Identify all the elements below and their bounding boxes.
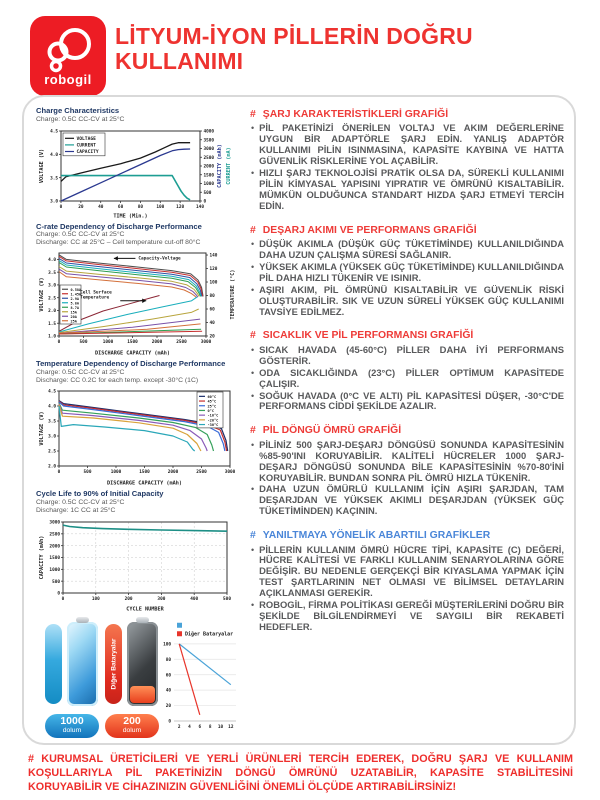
svg-text:CYCLE NUMBER: CYCLE NUMBER bbox=[126, 606, 164, 613]
bullet-item bbox=[251, 391, 564, 413]
svg-text:VOLTAGE (V): VOLTAGE (V) bbox=[39, 148, 45, 183]
bullet-text: AŞIRI AKIM, PİL ÖMRÜNÜ KISALTABİLİR VE GÜVENLİK RİSKİ OLUŞTURABİLİR. SIK VE UZUN SÜRELİ YÜKSEK GÜÇ KULLANIMI TAVSİYE EDİLMEZ. bbox=[259, 283, 564, 317]
bullet-item bbox=[251, 168, 564, 212]
svg-text:2.5: 2.5 bbox=[48, 449, 56, 455]
svg-text:0: 0 bbox=[203, 199, 207, 205]
good-battery-pill bbox=[45, 714, 99, 738]
svg-text:TIME (Min.): TIME (Min.) bbox=[113, 213, 148, 220]
svg-text:1.45A: 1.45A bbox=[70, 292, 82, 297]
other-batteries-label: Diğer Bataryalar bbox=[110, 638, 117, 690]
svg-text:4.5: 4.5 bbox=[50, 129, 58, 135]
chart-subtitle: Charge: 0.5C CC-CV at 25°C bbox=[36, 498, 125, 506]
good-cycle-unit: dolum bbox=[62, 726, 82, 734]
bad-battery-pill bbox=[105, 714, 159, 738]
section-1 bbox=[250, 225, 564, 318]
charge-characteristics-chart-block bbox=[36, 107, 242, 220]
bullet-marker: • bbox=[251, 284, 255, 295]
svg-text:2.0: 2.0 bbox=[48, 309, 56, 315]
svg-text:300: 300 bbox=[157, 596, 166, 602]
bullet-text: ROBOGİL, FİRMA POLİTİKASI GEREĞİ MÜŞTERİLERİNİ DOĞRU BİR ŞEKİLDE BİLGİLENDİRMEYİ VE SAYGILI BİR REKABETİ HEDEFLER. bbox=[259, 599, 564, 632]
bullet-text: SOĞUK HAVADA (0°C VE ALTI) PİL KAPASİTESİ DÜŞER, -30°C'DE PERFORMANS CİDDİ ŞEKİLDE AZALIR. bbox=[259, 389, 564, 412]
bullet-marker: • bbox=[251, 168, 255, 179]
svg-text:TEMPERATURE (°C): TEMPERATURE (°C) bbox=[230, 269, 236, 320]
svg-text:2000: 2000 bbox=[49, 544, 60, 550]
bullet-item bbox=[251, 239, 564, 261]
svg-text:500: 500 bbox=[83, 470, 92, 476]
section-heading-label: DEŞARJ AKIMI VE PERFORMANS GRAFİĞİ bbox=[262, 224, 477, 236]
svg-text:2500: 2500 bbox=[196, 470, 207, 476]
chart-subtitle: Charge: 0.5C CC-CV at 25°C bbox=[36, 369, 125, 377]
svg-text:0: 0 bbox=[57, 470, 61, 476]
content-card bbox=[22, 95, 576, 745]
svg-text:4000: 4000 bbox=[203, 129, 215, 135]
bullet-marker: • bbox=[251, 484, 255, 495]
svg-text:25A: 25A bbox=[70, 319, 77, 324]
bad-battery-icon bbox=[127, 622, 158, 706]
svg-text:2500: 2500 bbox=[49, 532, 60, 538]
chart-subtitle: Charge: 0.5C CC-CV at 25°C bbox=[36, 231, 125, 239]
hash-icon: # bbox=[250, 425, 256, 437]
bullet-list bbox=[251, 440, 564, 517]
bullet-text: YÜKSEK AKIMLA (YÜKSEK GÜÇ TÜKETİMİNDE) KULLANILDIĞINDA PİL DAHA HIZLI TÜKENİR VE ISINIR. bbox=[259, 260, 564, 283]
svg-text:-10°C: -10°C bbox=[207, 413, 219, 418]
section-4 bbox=[250, 530, 564, 633]
bullet-marker: • bbox=[251, 123, 255, 134]
svg-text:4.0: 4.0 bbox=[50, 152, 58, 158]
svg-text:8.7A: 8.7A bbox=[70, 306, 79, 311]
svg-text:2.9A: 2.9A bbox=[70, 297, 79, 302]
section-heading bbox=[250, 330, 564, 341]
svg-text:CAPACITY: CAPACITY bbox=[76, 149, 99, 155]
good-cycle-count: 1000 bbox=[60, 714, 84, 727]
svg-text:CAPACITY (mAh): CAPACITY (mAh) bbox=[39, 535, 45, 580]
svg-text:100: 100 bbox=[91, 596, 100, 602]
good-battery-ribbon bbox=[45, 624, 62, 704]
svg-text:1.5: 1.5 bbox=[48, 322, 56, 328]
svg-text:1500: 1500 bbox=[139, 470, 150, 476]
bullet-list bbox=[251, 123, 564, 211]
svg-text:500: 500 bbox=[79, 340, 88, 346]
svg-text:2.5: 2.5 bbox=[48, 296, 56, 302]
chart-title: C-rate Dependency of Discharge Performance bbox=[36, 221, 202, 231]
chart-subtitle: Discharge: CC 0.2C for each temp. except -30°C (1C) bbox=[36, 377, 199, 385]
svg-text:40: 40 bbox=[98, 204, 104, 210]
bullet-marker: • bbox=[251, 600, 255, 611]
bullet-list bbox=[251, 345, 564, 412]
svg-text:140: 140 bbox=[196, 204, 204, 210]
bullet-marker: • bbox=[251, 390, 255, 401]
text-sections-column bbox=[250, 107, 564, 737]
svg-text:3000: 3000 bbox=[224, 470, 236, 476]
bullet-item bbox=[251, 440, 564, 484]
robogil-logo bbox=[30, 16, 106, 96]
bullet-text: PİL PAKETİNİZİ ÖNERİLEN VOLTAJ VE AKIM DEĞERLERİNE UYGUN BİR ADAPTÖRLE ŞARJ EDİN. YANLIŞ ADAPTÖR KULLANIMI PİLİN ISINMASINA, KAPASİTE KAYBINA VE HATTA GÜVENLİK RİSKLERİNE YOL AÇABİLİR. bbox=[259, 122, 564, 167]
svg-text:0: 0 bbox=[57, 591, 60, 597]
svg-text:-20°C: -20°C bbox=[207, 418, 219, 423]
svg-text:3.0: 3.0 bbox=[48, 284, 56, 290]
section-heading-label: YANILTMAYA YÖNELİK ABARTILI GRAFİKLER bbox=[262, 530, 491, 542]
svg-text:2500: 2500 bbox=[176, 340, 187, 346]
svg-text:Capacity-Voltage: Capacity-Voltage bbox=[138, 256, 181, 262]
bullet-item bbox=[251, 484, 564, 517]
svg-text:40: 40 bbox=[209, 321, 215, 327]
bullet-text: DAHA UZUN ÖMÜRLÜ KULLANIM İÇİN AŞIRI ŞARJDAN, TAM DEŞARJDAN VE YÜKSEK AKIMLI DEŞARJDAN (YÜKSEK GÜÇ TÜKETİMİNDEN) KAÇININ. bbox=[259, 483, 564, 517]
svg-text:0: 0 bbox=[168, 719, 171, 725]
svg-text:CURRENT: CURRENT bbox=[76, 143, 96, 149]
bad-cycle-count: 200 bbox=[123, 714, 141, 727]
svg-text:1500: 1500 bbox=[49, 556, 60, 562]
section-heading bbox=[250, 225, 564, 236]
bullet-item bbox=[251, 345, 564, 367]
svg-text:VOLTAGE: VOLTAGE bbox=[76, 136, 96, 142]
svg-text:1000: 1000 bbox=[49, 567, 60, 573]
svg-text:40: 40 bbox=[165, 688, 171, 694]
svg-text:500: 500 bbox=[203, 190, 212, 196]
svg-text:3500: 3500 bbox=[203, 138, 215, 144]
c-rate-discharge-chart-svg bbox=[36, 249, 238, 357]
cycle-life-chart-block bbox=[36, 490, 242, 613]
hash-icon: # bbox=[250, 109, 256, 120]
logo-wordmark: robogil bbox=[44, 72, 92, 87]
bullet-text: PİLLERİN KULLANIM ÖMRÜ HÜCRE TİPİ, KAPASİTE (C) DEĞERİ, HÜCRE KALİTESİ VE FARKLI KULLANIM SENARYOLARINA GÖRE DEĞİŞİR. BU NEDENLE GERÇEKÇİ BİR KIYASLAMA YAPMAK İÇİN TEST ŞARTLARININ NET OLMASI VE BİLİMSEL DETAYLARIN AÇIKLANMASI GEREKİR. bbox=[259, 543, 564, 599]
svg-text:5.8A: 5.8A bbox=[70, 301, 79, 306]
section-heading-label: ŞARJ KARAKTERİSTİKLERİ GRAFİĞİ bbox=[262, 109, 449, 120]
svg-text:VOLTAGE (V): VOLTAGE (V) bbox=[39, 411, 45, 446]
svg-text:3.0: 3.0 bbox=[50, 199, 58, 205]
charts-column bbox=[36, 107, 242, 737]
bullet-marker: • bbox=[251, 544, 255, 555]
svg-text:10: 10 bbox=[217, 724, 224, 730]
svg-text:3000: 3000 bbox=[200, 340, 212, 346]
svg-text:3.0: 3.0 bbox=[48, 434, 56, 440]
svg-text:3.5: 3.5 bbox=[48, 419, 56, 425]
svg-text:4.0: 4.0 bbox=[48, 404, 56, 410]
svg-text:1000: 1000 bbox=[203, 181, 215, 187]
svg-text:500: 500 bbox=[52, 579, 60, 585]
svg-text:8: 8 bbox=[208, 724, 212, 730]
svg-text:20: 20 bbox=[209, 335, 215, 341]
svg-text:400: 400 bbox=[190, 596, 199, 602]
section-heading bbox=[250, 530, 564, 541]
battery-comparison-chart bbox=[160, 618, 240, 739]
svg-text:20: 20 bbox=[78, 204, 84, 210]
svg-text:Temperature: Temperature bbox=[80, 296, 110, 302]
bullet-marker: • bbox=[251, 367, 255, 378]
section-heading bbox=[250, 109, 564, 120]
bullet-text: SICAK HAVADA (45-60°C) PİLLER DAHA İYİ PERFORMANS GÖSTERİR. bbox=[259, 343, 564, 366]
bullet-list bbox=[251, 239, 564, 317]
battery-comparison-illustration bbox=[36, 618, 242, 742]
bullet-text: DÜŞÜK AKIMLA (DÜŞÜK GÜÇ TÜKETİMİNDE) KULLANILDIĞINDA DAHA UZUN ÇALIŞMA SÜRESİ SAĞLANIR. bbox=[259, 238, 564, 261]
svg-text:200: 200 bbox=[124, 596, 133, 602]
section-0 bbox=[250, 109, 564, 212]
svg-text:4.0: 4.0 bbox=[48, 258, 56, 264]
section-heading-label: SICAKLIK VE PİL PERFORMANSI GRAFİĞİ bbox=[262, 330, 474, 342]
svg-text:4: 4 bbox=[188, 724, 191, 730]
svg-text:1000: 1000 bbox=[102, 340, 114, 346]
other-batteries-ribbon bbox=[105, 624, 122, 704]
svg-text:2000: 2000 bbox=[167, 470, 179, 476]
svg-text:0: 0 bbox=[57, 340, 61, 346]
svg-text:120: 120 bbox=[176, 204, 185, 210]
svg-text:3000: 3000 bbox=[203, 146, 215, 152]
bullet-marker: • bbox=[251, 239, 255, 250]
footer-note: # KURUMSAL ÜRETİCİLERİ VE YERLİ ÜRÜNLERİ TERCİH EDEREK, DOĞRU ŞARJ VE KULLANIM KOŞULLARIYLA PİL PAKETİNİZİN DÖNGÜ ÖMRÜNÜ UZATABİLİR, KAPASİTE STABİLİTESİNİ KORUYABİLİR VE CİHAZINIZIN GÜVENLİĞİNİ ÖNEMLİ ÖLÇÜDE ARTIRABİLİRSİNİZ! bbox=[28, 753, 573, 794]
chart-title: Temperature Dependency of Discharge Performance bbox=[36, 359, 226, 369]
svg-text:12: 12 bbox=[228, 724, 234, 730]
svg-text:80: 80 bbox=[165, 657, 171, 663]
bullet-marker: • bbox=[251, 344, 255, 355]
svg-text:80: 80 bbox=[137, 204, 144, 210]
svg-text:100: 100 bbox=[156, 204, 165, 210]
chart-title: Cycle Life to 90% of Initial Capacity bbox=[36, 489, 164, 499]
svg-text:3.5: 3.5 bbox=[48, 271, 56, 277]
bullet-text: ODA SICAKLIĞINDA (23°C) PİLLER OPTİMUM KAPASİTEDE ÇALIŞIR. bbox=[259, 366, 564, 389]
svg-text:Cell Surface: Cell Surface bbox=[80, 291, 112, 297]
svg-text:15A: 15A bbox=[70, 310, 77, 315]
bullet-list bbox=[251, 545, 564, 633]
bullet-item bbox=[251, 545, 564, 600]
bullet-item bbox=[251, 285, 564, 318]
svg-text:2: 2 bbox=[177, 724, 181, 730]
svg-text:2000: 2000 bbox=[151, 340, 163, 346]
svg-text:60: 60 bbox=[165, 673, 171, 679]
svg-text:1500: 1500 bbox=[203, 173, 215, 179]
svg-text:0°C: 0°C bbox=[207, 409, 214, 414]
svg-text:100: 100 bbox=[209, 281, 218, 287]
c-rate-discharge-chart-block bbox=[36, 223, 242, 358]
svg-text:DISCHARGE CAPACITY (mAh): DISCHARGE CAPACITY (mAh) bbox=[95, 350, 170, 357]
bullet-item bbox=[251, 262, 564, 284]
svg-text:60: 60 bbox=[117, 204, 124, 210]
svg-text:0: 0 bbox=[61, 596, 65, 602]
bad-cycle-unit: dolum bbox=[122, 726, 142, 734]
hash-icon: # bbox=[250, 530, 256, 542]
svg-text:1000: 1000 bbox=[110, 470, 122, 476]
hash-icon: # bbox=[250, 330, 256, 342]
chart-subtitle: Discharge: CC at 25°C – Cell temperature cut-off 80°C bbox=[36, 239, 201, 247]
svg-text:2000: 2000 bbox=[203, 164, 215, 170]
svg-text:CAPACITY (mAh): CAPACITY (mAh) bbox=[217, 143, 223, 188]
svg-text:80: 80 bbox=[209, 294, 215, 300]
svg-text:3.5: 3.5 bbox=[50, 176, 58, 182]
battery-comparison-chart-svg bbox=[160, 618, 240, 734]
page-title: LİTYUM-İYON PİLLERİN DOĞRU KULLANIMI bbox=[115, 23, 473, 75]
section-3 bbox=[250, 425, 564, 517]
svg-text:20A: 20A bbox=[70, 315, 77, 320]
svg-text:120: 120 bbox=[209, 267, 218, 273]
bullet-marker: • bbox=[251, 439, 255, 450]
svg-text:60°C: 60°C bbox=[207, 395, 217, 400]
svg-text:2500: 2500 bbox=[203, 155, 215, 161]
svg-text:60: 60 bbox=[209, 308, 215, 314]
good-battery-icon bbox=[67, 622, 98, 706]
svg-text:3000: 3000 bbox=[49, 520, 60, 526]
svg-text:45°C: 45°C bbox=[207, 399, 217, 404]
svg-text:VOLTAGE (V): VOLTAGE (V) bbox=[39, 277, 45, 313]
bad-battery-level bbox=[130, 686, 155, 703]
hash-icon: # bbox=[250, 224, 256, 236]
svg-text:Diğer Bataryalar: Diğer Bataryalar bbox=[185, 631, 234, 638]
chart-subtitle: Discharge: 1C CC at 25°C bbox=[36, 506, 116, 514]
svg-text:1.0: 1.0 bbox=[48, 335, 56, 341]
charge-characteristics-chart-svg bbox=[36, 126, 234, 220]
svg-text:100: 100 bbox=[163, 642, 171, 648]
temperature-discharge-chart-block bbox=[36, 360, 242, 487]
section-heading-label: PİL DÖNGÜ ÖMRÜ GRAFİĞİ bbox=[262, 425, 402, 437]
bullet-item bbox=[251, 600, 564, 633]
chart-subtitle: Charge: 0.5C CC-CV at 25°C bbox=[36, 115, 125, 123]
svg-text:DISCHARGE CAPACITY (mAh): DISCHARGE CAPACITY (mAh) bbox=[107, 480, 182, 487]
cycle-life-chart-svg bbox=[36, 517, 234, 613]
svg-text:0.58A: 0.58A bbox=[70, 288, 82, 293]
svg-text:140: 140 bbox=[209, 254, 218, 260]
svg-text:1500: 1500 bbox=[127, 340, 138, 346]
svg-text:25°C: 25°C bbox=[207, 404, 217, 409]
svg-text:CURRENT (mA): CURRENT (mA) bbox=[226, 146, 232, 185]
svg-text:20: 20 bbox=[165, 704, 171, 710]
bullet-item bbox=[251, 368, 564, 390]
bullet-marker: • bbox=[251, 261, 255, 272]
section-2 bbox=[250, 330, 564, 412]
svg-text:500: 500 bbox=[223, 596, 231, 602]
bullet-text: PİLİNİZ 500 ŞARJ-DEŞARJ DÖNGÜSÜ SONUNDA KAPASİTESİNİN %85-90'INI KORUYABİLİR. KALİTELİ HÜCRELER 1000 ŞARJ-DEŞARJ DÖNGÜSÜ SONUNDA BİLE KAPASİTESİNİN %70-80'İNİ KORUYABİLİR. BUNDAN SONRA PİL ÖMRÜ HIZLA TÜKENİR. bbox=[259, 438, 564, 483]
bullet-item bbox=[251, 123, 564, 167]
chart-title: Charge Characteristics bbox=[36, 106, 120, 115]
svg-text:4.5: 4.5 bbox=[48, 389, 56, 395]
svg-text:2.0: 2.0 bbox=[48, 464, 56, 470]
bullet-text: HIZLI ŞARJ TEKNOLOJİSİ PRATİK OLSA DA, SÜREKLİ KULLANIMI PİLİN KİMYASAL YAPISINI YIPRATIR VE ÖMRÜNÜ KISALTABİLİR. MÜMKÜN OLDUĞUNCA STANDART HIZDA ŞARJ ETMEYİ TERCİH EDİN. bbox=[259, 167, 564, 211]
svg-text:0: 0 bbox=[59, 204, 63, 210]
section-heading bbox=[250, 425, 564, 436]
svg-text:6: 6 bbox=[198, 724, 202, 730]
svg-text:-30°C: -30°C bbox=[207, 423, 219, 428]
temperature-discharge-chart-svg bbox=[36, 387, 238, 487]
